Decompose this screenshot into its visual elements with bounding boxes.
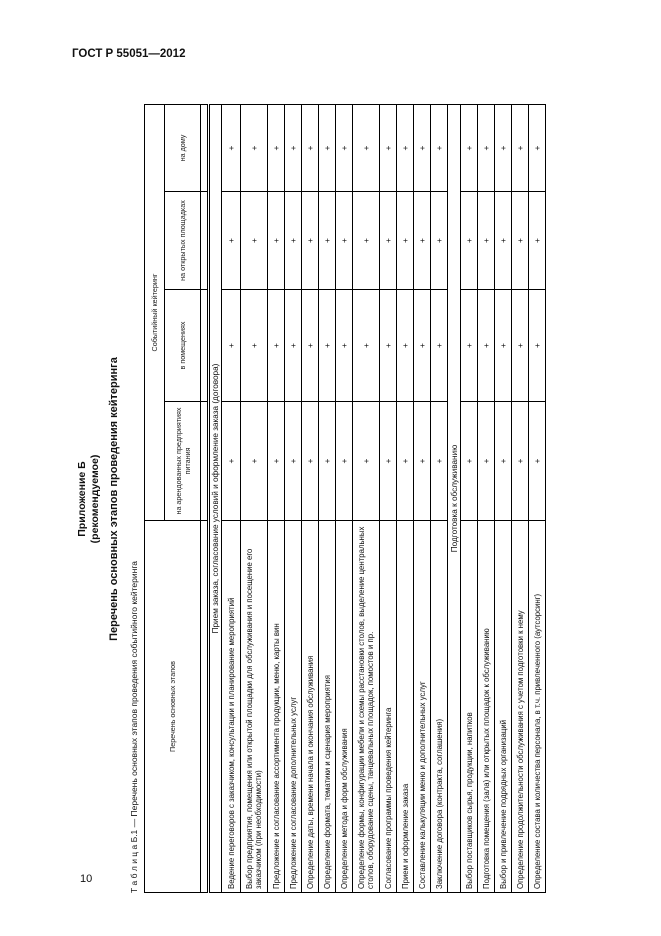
table-row	[241, 105, 268, 893]
mark-cell: +	[380, 290, 397, 402]
mark-cell: +	[529, 105, 546, 192]
mark-cell: +	[353, 105, 380, 192]
mark-cell: +	[336, 290, 353, 402]
mark-cell: +	[495, 290, 512, 402]
mark-cell: +	[431, 290, 448, 402]
mark-cell: +	[285, 402, 302, 521]
mark-cell: +	[336, 105, 353, 192]
mark-cell: +	[268, 402, 285, 521]
mark-cell: +	[241, 290, 268, 402]
mark-cell: +	[529, 402, 546, 521]
table-row	[222, 105, 241, 893]
mark-cell: +	[319, 402, 336, 521]
table-row	[397, 105, 414, 893]
header-col1: на арендованных предприятиях питания	[165, 402, 201, 521]
mark-cell: +	[285, 192, 302, 290]
mark-cell: +	[478, 402, 495, 521]
stage-cell: Определение даты, времени начала и окончания обслуживания	[302, 521, 319, 893]
table-row	[336, 105, 353, 893]
mark-cell: +	[268, 290, 285, 402]
stage-cell: Согласование программы проведения кейтеринга	[380, 521, 397, 893]
catering-stages-table	[144, 104, 546, 893]
table-row	[495, 105, 512, 893]
mark-cell: +	[222, 290, 241, 402]
mark-cell: +	[461, 105, 478, 192]
table-row	[431, 105, 448, 893]
mark-cell: +	[319, 192, 336, 290]
mark-cell: +	[222, 192, 241, 290]
mark-cell: +	[414, 192, 431, 290]
stage-cell: Предложение и согласование ассортимента продукции, меню, карты вин	[268, 521, 285, 893]
spacer-cell	[201, 105, 209, 192]
table-row	[512, 105, 529, 893]
table-row	[353, 105, 380, 893]
stage-cell: Определение продолжительности обслуживания с учетом подготовки к нему	[512, 521, 529, 893]
mark-cell: +	[529, 192, 546, 290]
mark-cell: +	[319, 105, 336, 192]
section-row	[448, 105, 461, 893]
mark-cell: +	[495, 402, 512, 521]
table-row	[268, 105, 285, 893]
mark-cell: +	[222, 105, 241, 192]
mark-cell: +	[461, 290, 478, 402]
mark-cell: +	[268, 105, 285, 192]
header-group: Событийный кейтеринг	[145, 105, 165, 521]
mark-cell: +	[380, 105, 397, 192]
stage-cell: Выбор предприятия, помещения или открытой площадки для обслуживания и посещение его заказчиком (при необходимости)	[241, 521, 268, 893]
mark-cell: +	[319, 290, 336, 402]
mark-cell: +	[353, 402, 380, 521]
mark-cell: +	[461, 402, 478, 521]
section-title-cell: Подготовка к обслуживанию	[448, 105, 461, 893]
mark-cell: +	[268, 192, 285, 290]
document-code: ГОСТ Р 55051—2012	[72, 48, 186, 60]
mark-cell: +	[397, 192, 414, 290]
mark-cell: +	[478, 192, 495, 290]
stage-cell: Прием и оформление заказа	[397, 521, 414, 893]
mark-cell: +	[353, 192, 380, 290]
mark-cell: +	[512, 105, 529, 192]
spacer-cell	[201, 521, 209, 893]
mark-cell: +	[285, 290, 302, 402]
header-stages: Перечень основных этапов	[145, 521, 201, 893]
mark-cell: +	[302, 290, 319, 402]
stage-cell: Ведение переговоров с заказчиком, консультации и планирование мероприятий	[222, 521, 241, 893]
section-row	[209, 105, 222, 893]
stage-cell: Предложение и согласование дополнительных услуг	[285, 521, 302, 893]
header-row	[145, 105, 165, 893]
mark-cell: +	[461, 192, 478, 290]
mark-cell: +	[495, 105, 512, 192]
mark-cell: +	[414, 105, 431, 192]
mark-cell: +	[222, 402, 241, 521]
header-col4: на дому	[165, 105, 201, 192]
header-col2: в помещениях	[165, 290, 201, 402]
table-row	[319, 105, 336, 893]
table-body	[145, 105, 546, 893]
mark-cell: +	[353, 290, 380, 402]
mark-cell: +	[478, 290, 495, 402]
table-row	[478, 105, 495, 893]
mark-cell: +	[336, 192, 353, 290]
mark-cell: +	[397, 402, 414, 521]
section-title: Перечень основных этапов проведения кейтеринга	[108, 357, 120, 641]
stage-cell: Подготовка помещения (зала) или открытых площадок к обслуживанию	[478, 521, 495, 893]
table-row	[529, 105, 546, 893]
table-row	[461, 105, 478, 893]
table-caption: Т а б л и ц а Б.1 — Перечень основных этапов проведения событийного кейтеринга	[129, 561, 139, 893]
mark-cell: +	[431, 192, 448, 290]
stage-cell: Заключение договора (контракта, соглашения)	[431, 521, 448, 893]
mark-cell: +	[414, 402, 431, 521]
appendix-heading	[76, 105, 102, 893]
appendix-title: Приложение Б	[76, 461, 88, 537]
header-spacer-row	[201, 105, 209, 893]
stage-cell: Определение формата, тематики и сценария мероприятия	[319, 521, 336, 893]
stage-cell: Определение формы, конфигурации мебели и схемы расстановки столов, выделение центральных столов, оборудование сцены, танцевальных площадок, помостов и пр.	[353, 521, 380, 893]
mark-cell: +	[302, 192, 319, 290]
mark-cell: +	[529, 290, 546, 402]
appendix-status: (рекомендуемое)	[89, 454, 101, 544]
mark-cell: +	[512, 192, 529, 290]
section-title-cell: Прием заказа, согласование условий и оформление заказа (договора)	[209, 105, 222, 893]
stage-cell: Выбор и привлечение подрядных организаций	[495, 521, 512, 893]
table-row	[414, 105, 431, 893]
spacer-cell	[201, 192, 209, 290]
mark-cell: +	[336, 402, 353, 521]
mark-cell: +	[431, 402, 448, 521]
mark-cell: +	[241, 402, 268, 521]
spacer-cell	[201, 402, 209, 521]
mark-cell: +	[380, 402, 397, 521]
stage-cell: Выбор поставщиков сырья, продукции, напитков	[461, 521, 478, 893]
mark-cell: +	[397, 290, 414, 402]
mark-cell: +	[431, 105, 448, 192]
header-col3: на открытых площадках	[165, 192, 201, 290]
table-row	[302, 105, 319, 893]
mark-cell: +	[512, 290, 529, 402]
mark-cell: +	[241, 105, 268, 192]
mark-cell: +	[478, 105, 495, 192]
stage-cell: Определение состава и количества персонала, в т.ч. привлеченного (аутсорсинг)	[529, 521, 546, 893]
stage-cell: Составление калькуляции меню и дополнительных услуг	[414, 521, 431, 893]
table-row	[285, 105, 302, 893]
mark-cell: +	[302, 105, 319, 192]
mark-cell: +	[302, 402, 319, 521]
table-row	[380, 105, 397, 893]
mark-cell: +	[495, 192, 512, 290]
mark-cell: +	[380, 192, 397, 290]
spacer-cell	[201, 290, 209, 402]
mark-cell: +	[397, 105, 414, 192]
page-number: 10	[80, 873, 93, 885]
mark-cell: +	[285, 105, 302, 192]
mark-cell: +	[512, 402, 529, 521]
mark-cell: +	[241, 192, 268, 290]
mark-cell: +	[414, 290, 431, 402]
stage-cell: Определение метода и форм обслуживания	[336, 521, 353, 893]
